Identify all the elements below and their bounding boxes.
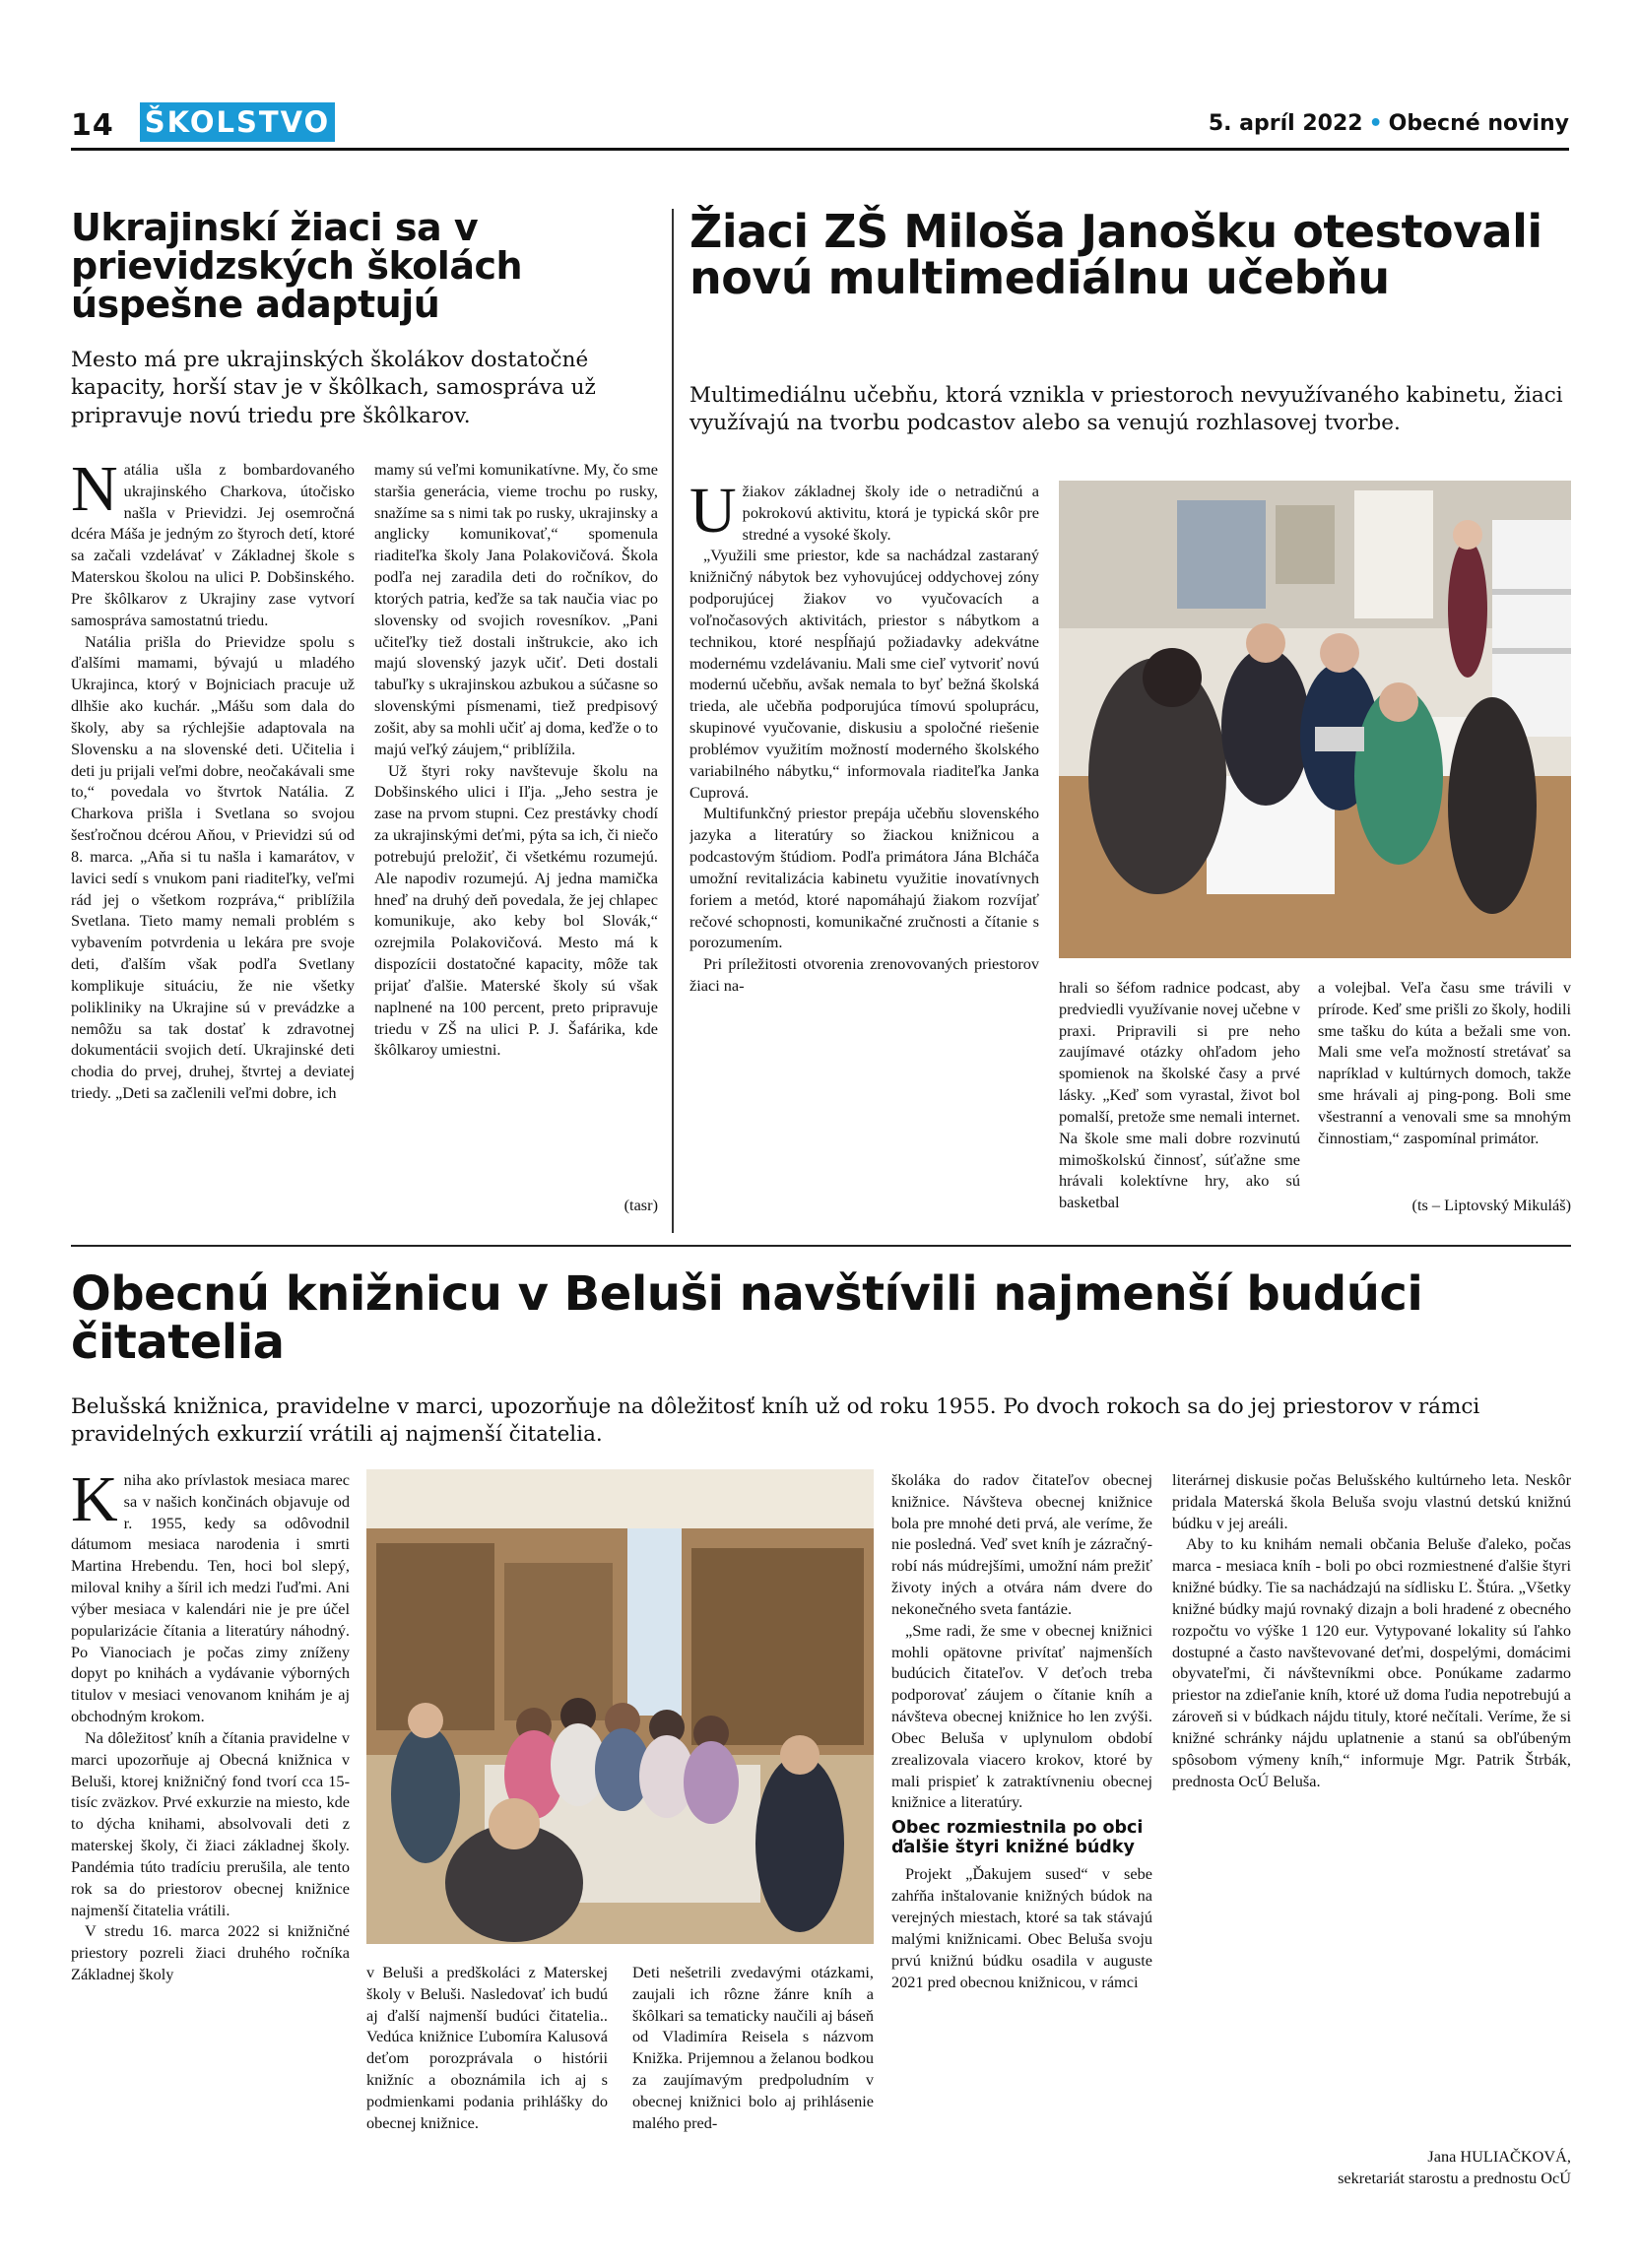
paragraph: V stredu 16. marca 2022 si knižničné priestory pozreli žiaci druhého ročníka Základnej školy: [71, 1921, 350, 1984]
paragraph: Multifunkčný priestor prepája učebňu slovenského jazyka a literatúry so žiackou knižnicou a podcastovým štúdiom. Podľa primátora Jána Blcháča umožní revitalizácia kabinetu využitie inovatívnych foriem a metód, ktoré napomáhajú žiakom rozvíjať rečové schopnosti, komunikačné zručnosti a čítanie s porozumením.: [689, 804, 1039, 952]
article2-title: Žiaci ZŠ Miloša Janošku otestovali novú multimediálnu učebňu: [689, 205, 1542, 304]
paragraph: a volejbal. Veľa času sme trávili v prírode. Keď sme prišli zo školy, hodili sme tašku do kúta a bežali sme von. Mali sme veľa možností stretávať sa napríklad v kultúrnych domoch, takže sme hrávali aj ping-pong. Boli sme všestranní a venovali sme sa mnohým činnostiam,“ zaspomínal primátor.: [1318, 978, 1571, 1147]
paragraph: Už štyri roky navštevuje školu na Dobšinského ulici i Iľja. „Jeho sestra je zase na prvom stupni. Cez prestávky chodí za ukrajinskými deťmi, pýta sa ich, či niečo potrebujú preložiť, či všetkému rozumejú. Ale napodiv rozumejú. Aj jedna mamička hneď na druhý deň povedala, že jej chlapec komunikuje, ako keby bol Slovák,“ ozrejmila Polakovičová. Mesto má k dispozícii dostatočné kapacity, môže tak prijať ďalšie. Materské školy sú však naplnené na 100 percent, preto pripravuje triedu v ZŠ na ulici P. J. Šafárika, kde škôlkaroy umiestni.: [374, 760, 658, 1060]
article1-column-2: [374, 459, 658, 1207]
article3-subheading: Obec rozmiestnila po obci ďalšie štyri knižné búdky: [891, 1818, 1144, 1857]
article3-column-4: [891, 1469, 1152, 2208]
paragraph: Natália prišla do Prievidze spolu s ďalšími mamami, bývajú u mladého Ukrajinca, ktorý v Bojniciach pracuje už dlhšie ako kuchár. „Mášu som dala do školy, aby sa rýchlejšie adaptovala na Slovensku a na slovenské deti. Učitelia i deti ju prijali veľmi dobre, neočakávali sme to,“ povedala vo štvrtok Natália. Z Charkova prišla i Svetlana so svojou šesťročnou dcérou Aňou, v Prievidzi sú od 8. marca. „Aňa si tu našla i kamarátov, v lavici sedí s vnukom pani riaditeľky, veľmi rád jej o všetkom rozpráva,“ priblížila Svetlana. Tieto mamy nemali problém s vybavením potvrdenia u lekára pre svoje deti, ďalším však podľa Svetlany komplikuje situáciu, že nie všetky polikliniky na Ukrajine sú v prevádzke a nemôžu sa tak dostať k zdravotnej dokumentácii svojich detí. Ukrajinské deti chodia do prvej, druhej, štvrtej a deviatej triedy. „Deti sa začlenili veľmi dobre, ich: [71, 631, 355, 1103]
classroom-photo: [1059, 481, 1571, 958]
article3-column-5: [1172, 1469, 1571, 2100]
paragraph: niha ako prívlastok mesiaca marec sa v našich končinách objavuje od r. 1955, kedy sa odôvodnil dátumom mesiaca narodenia i smrti Martina Hrebendu. Ten, hoci bol slepý, miloval knihy a šíril ich medzi ľuďmi. Ani výber mesiaca v kalendári nie je pre účel popularizácie čítania a literatúry náhodný. Po Vianociach je počas zimy zníženy dopyt po knihách a vydávanie výborných titulov v mesiaci venovanom knihám je aj obchodným krokom.: [71, 1470, 350, 1726]
dropcap: N: [71, 459, 118, 525]
dropcap: K: [71, 1469, 118, 1535]
paragraph: Pri príležitosti otvorenia zrenovovaných priestorov žiaci na-: [689, 954, 1039, 996]
separator-dot: •: [1368, 111, 1383, 136]
article3-signature-role: sekretariát starostu a prednostu OcÚ: [1338, 2169, 1571, 2187]
paragraph: Projekt „Ďakujem sused“ v sebe zahŕňa inštalovanie knižných búdok na verejných miestach, ktoré sa tak stávajú malými knižnicami. Obec Beluša svoju prvú knižnú búdku osadila v auguste 2021 pred obecnou knižnicou, v rámci: [891, 1864, 1152, 1991]
header-rule: [71, 148, 1569, 151]
paragraph: atália ušla z bombardovaného ukrajinského Charkova, útočisko našla v Prievidzi. Jej osemročná dcéra Máša je jedným zo štyroch detí, ktoré sa začali vzdelávať v Základnej škole s Materskou školou na ulici P. Dobšinského. Pre škôlkarov z Ukrajiny zase vytvorí samospráva samostatnú triedu.: [71, 460, 355, 629]
header-dateline: [1209, 111, 1569, 136]
article3-signature-name: Jana HULIAČKOVÁ,: [1427, 2147, 1571, 2166]
publication-name: Obecné noviny: [1388, 111, 1569, 136]
dropcap: U: [689, 481, 737, 547]
article1-column-1: [71, 459, 355, 1227]
section-label: ŠKOLSTVO: [140, 102, 335, 142]
article3-lead: Belušská knižnica, pravidelne v marci, upozorňuje na dôležitosť kníh už od roku 1955. Po dvoch rokoch sa do jej priestorov v rámci pravidelných exkurzií vrátili aj najmenší čitatelia.: [71, 1394, 1480, 1448]
paragraph: literárnej diskusie počas Belušského kultúrneho leta. Neskôr pridala Materská škola Beluša svoju vlastnú detskú knižnú búdku v jej areáli.: [1172, 1470, 1571, 1532]
article2-lead: Multimediálnu učebňu, ktorá vznikla v priestoroch nevyužívaného kabinetu, žiaci využívajú na tvorbu podcastov alebo sa venujú rozhlasovej tvorbe.: [689, 383, 1563, 436]
paragraph: v Beluši a predškoláci z Materskej školy v Beluši. Nasledovať ich budú aj ďalší najmenší budúci čitatelia.. Vedúca knižnice Ľubomíra Kalusová deťom porozprávala o histórii knižníc a oboznámila ich aj s podmienkami podania prihlášky do obecnej knižnice.: [366, 1963, 608, 2132]
paragraph: mamy sú veľmi komunikatívne. My, čo sme staršia generácia, vieme trochu po rusky, snažíme sa s nimi tak po rusky, ukrajinsky a anglicky komunikovať,“ spomenula riaditeľka školy Jana Polakovičová. Škola podľa nej zaradila deti do ročníkov, do ktorých patria, keďže sa tak naučia viac po slovensky od svojich rovesníkov. „Pani učiteľky tiež dostali inštrukcie, ako ich majú slovenský jazyk učiť. Deti dostali tabuľky s ukrajinskou azbukou a súčasne so slovenskými písmenami, tiež predpisový zošit, aby sa mohli učiť aj doma, keďže o to majú veľký záujem,“ priblížila.: [374, 460, 658, 758]
article1-signature: (tasr): [623, 1196, 658, 1214]
article1-title: Ukrajinskí žiaci sa v prievidzských školách úspešne adaptujú: [71, 206, 523, 326]
paragraph: Na dôležitosť kníh a čítania pravidelne v marci upozorňuje aj Obecná knižnica v Beluši, ktorej knižničný fond tvorí cca 15-tisíc zväzkov. Prvé exkurzie na miesto, kde to dýcha knihami, absolvovali deti z materskej školy, či žiaci základnej školy. Pandémia túto tradíciu prerušila, ale tento rok sa do priestorov obecnej knižnice najmenší čitatelia vrátili.: [71, 1727, 350, 1919]
section-divider: [71, 1245, 1571, 1247]
paragraph: Deti nešetrili zvedavými otázkami, zaujali ich rôzne žánre kníh a škôlkari sa tematicky naučili aj báseň od Vladimíra Reisela s názvom Knižka. Prijemnou a želanou bodkou za zaujímavým predpoludním v obecnej knižnici bolo aj prihlásenie malého pred-: [632, 1963, 874, 2132]
paragraph: „Sme radi, že sme v obecnej knižnici mohli opätovne privítať najmenších budúcich čitateľov. V deťoch treba podporovať záujem o čítanie kníh a návšteva obecnej knižnice ho len zvýši. Obec Beluša v uplynulom období zrealizovala viacero krokov, ktoré by mali prispieť k zatraktívneniu obecnej knižnice a literatúry.: [891, 1620, 1152, 1812]
article2-signature: (ts – Liptovský Mikuláš): [1411, 1196, 1571, 1214]
paragraph: žiakov základnej školy ide o netradičnú a pokrokovú aktivitu, ktorá je typická skôr pre stredné a vysoké školy.: [742, 482, 1039, 544]
article3-column-3: [632, 1962, 874, 2208]
column-divider: [672, 209, 674, 1233]
issue-date: 5. apríl 2022: [1208, 111, 1363, 136]
article1-lead: Mesto má pre ukrajinských školákov dostatočné kapacity, horší stav je v škôlkach, samospráva už pripravuje novú triedu pre škôlkarov.: [71, 348, 596, 428]
paragraph: Aby to ku knihám nemali občania Beluše ďaleko, počas marca - mesiaca kníh - boli po obci rozmiestnené ďalšie štyri knižné búdky. Tie sa nachádzajú na sídlisku Ľ. Štúra. „Všetky knižné búdky majú rovnaký dizajn a boli hradené z obecného rozpočtu vo výške 1 120 eur. Vytypované lokality sú ľahko dostupné a často navštevované deťmi, dospelými, domácimi obyvateľmi, či návštevníkmi obce. Ponúkame zadarmo priestor na zdieľanie kníh, ktoré už doma ľudia nepotrebujú a zároveň si v búdkach nájdu tituly, ktoré nečítali. Veríme, že si knižné schránky nájdu uplatnenie a stanú sa obľúbeným spôsobom výmeny kníh,“ informuje Mgr. Patrik Štrbák, prednosta OcÚ Beluša.: [1172, 1534, 1571, 1790]
library-photo: [366, 1469, 874, 1944]
article3-column-1: [71, 1469, 350, 2208]
paragraph: „Využili sme priestor, kde sa nachádzal zastaraný knižničný nábytok bez vyhovujúcej oddychovej zóny podporujúcej žiakov vo vyučovacích a voľnočasových aktivitách, priestor s nábytkom a technikou, ktoré nespĺňajú požiadavky adekvátne modernému vzdelávaniu. Mali sme cieľ vytvoriť novú modernú učebňu, avšak nemala to byť bežná školská trieda, ale učebňa podporujúca tímovú spoluprácu, skupinové vyučovanie, diskusiu a spoločné riešenie problémov využitím možností moderného školského variabilného nábytku,“ informovala riaditeľka Janka Cuprová.: [689, 546, 1039, 802]
page-number: 14: [71, 108, 114, 143]
article3-column-2: [366, 1962, 608, 2208]
article2-column-1: [689, 481, 1039, 1233]
article2-column-3: [1318, 977, 1571, 1174]
article2-column-2: [1059, 977, 1300, 1231]
paragraph: školáka do radov čitateľov obecnej knižnice. Návšteva obecnej knižnice bola pre mnohé deti prvá, ale veríme, že nie posledná. Veď svet kníh je zázračný- robí nás múdrejšími, umožní nám prežiť životy iných a otvára nám dvere do nekonečného sveta fantázie.: [891, 1470, 1152, 1618]
paragraph: hrali so šéfom radnice podcast, aby predviedli využívanie novej učebne v praxi. Pripravili si pre neho zaujímavé otázky ohľadom jeho spomienok na školské časy a prvé lásky. „Keď som vyrastal, život bol pomalší, pretože sme nemali internet. Na škole sme mali dobre rozvinutú mimoškolskú činnosť, súťažne sme hrávali kolektívne hry, ako sú basketbal: [1059, 978, 1300, 1212]
article3-title: Obecnú knižnicu v Beluši navštívili najmenší budúci čitatelia: [71, 1266, 1423, 1370]
